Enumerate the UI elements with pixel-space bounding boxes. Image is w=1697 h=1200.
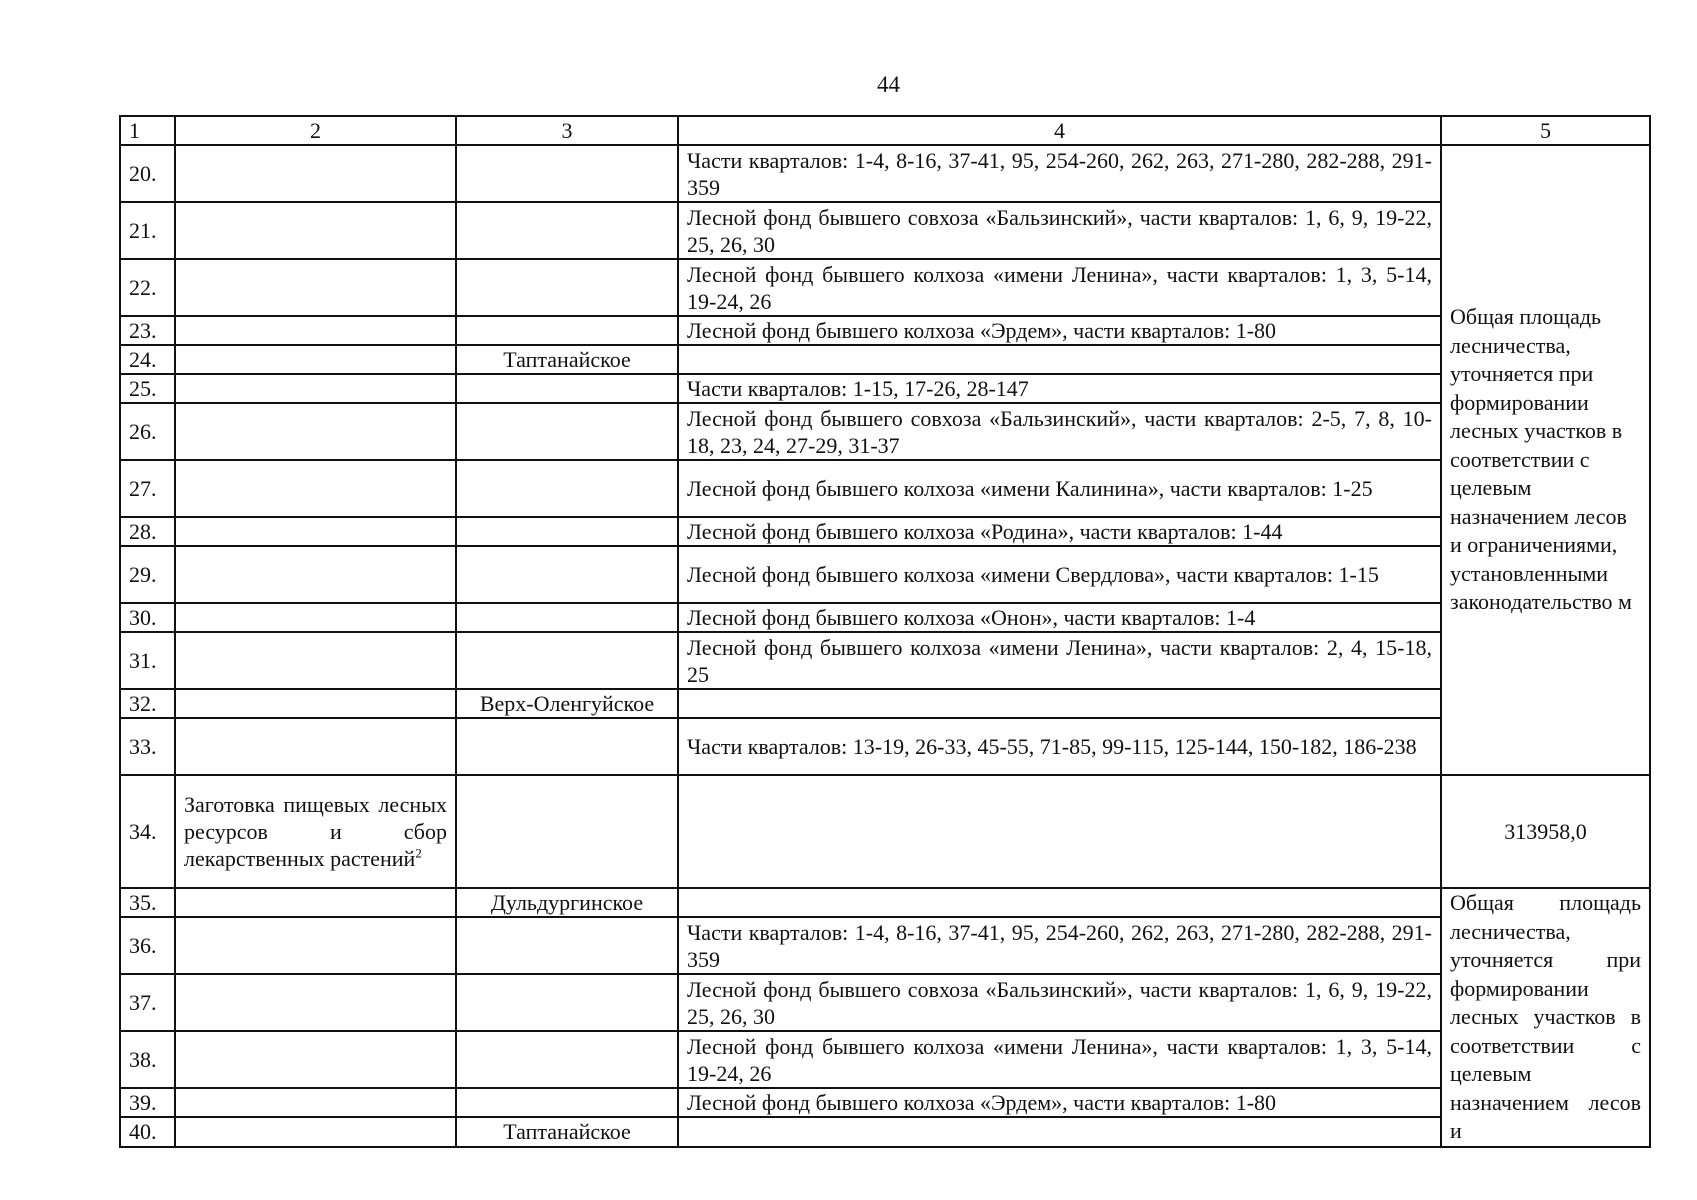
header-cell-1: 1 <box>120 116 175 145</box>
purpose-cell <box>175 202 456 259</box>
purpose-cell <box>175 316 456 345</box>
table-row <box>120 1088 1650 1117</box>
row-number: 36. <box>120 917 175 974</box>
table-row <box>120 374 1650 403</box>
table-row <box>120 917 1650 974</box>
purpose-cell <box>175 1117 456 1146</box>
purpose-cell <box>175 917 456 974</box>
purpose-cell <box>175 259 456 316</box>
quarters-cell: Лесной фонд бывшего колхоза «имени Ленина», части кварталов: 2, 4, 15-18, 25 <box>678 632 1441 689</box>
table-row <box>120 632 1650 689</box>
table-row <box>120 689 1650 718</box>
table-row <box>120 1031 1650 1088</box>
quarters-cell <box>678 775 1441 888</box>
quarters-cell <box>678 888 1441 917</box>
table-row <box>120 145 1650 202</box>
table-row <box>120 546 1650 603</box>
row-number: 39. <box>120 1088 175 1117</box>
forestry-cell <box>456 1088 678 1117</box>
forestry-cell <box>456 974 678 1031</box>
purpose-cell <box>175 460 456 517</box>
row-number: 27. <box>120 460 175 517</box>
forestry-cell <box>456 718 678 775</box>
row-number: 33. <box>120 718 175 775</box>
quarters-cell: Лесной фонд бывшего колхоза «Родина», части кварталов: 1-44 <box>678 517 1441 546</box>
forestry-cell <box>456 202 678 259</box>
row-number: 26. <box>120 403 175 460</box>
forestry-cell <box>456 316 678 345</box>
row-number: 25. <box>120 374 175 403</box>
header-cell-3: 3 <box>456 116 678 145</box>
table-row <box>120 517 1650 546</box>
quarters-cell: Части кварталов: 1-15, 17-26, 28-147 <box>678 374 1441 403</box>
row-number: 35. <box>120 888 175 917</box>
forestry-cell <box>456 603 678 632</box>
header-cell-5: 5 <box>1441 116 1650 145</box>
quarters-cell: Лесной фонд бывшего колхоза «имени Ленина», части кварталов: 1, 3, 5-14, 19-24, 26 <box>678 1031 1441 1088</box>
forestry-cell <box>456 917 678 974</box>
quarters-cell <box>678 1117 1441 1146</box>
quarters-cell <box>678 689 1441 718</box>
purpose-cell <box>175 145 456 202</box>
purpose-cell <box>175 374 456 403</box>
quarters-cell: Части кварталов: 13-19, 26-33, 45-55, 71-85, 99-115, 125-144, 150-182, 186-238 <box>678 718 1441 775</box>
row-number: 34. <box>120 775 175 888</box>
forestry-cell: Таптанайское <box>456 345 678 374</box>
row-number: 37. <box>120 974 175 1031</box>
table-row <box>120 1117 1650 1146</box>
purpose-cell <box>175 517 456 546</box>
purpose-text: Заготовка пищевых лесных ресурсов и сбор лекарственных растений <box>184 792 447 871</box>
forestry-cell: Дульдургинское <box>456 888 678 917</box>
footnote-mark: 2 <box>415 845 422 861</box>
quarters-cell: Части кварталов: 1-4, 8-16, 37-41, 95, 254-260, 262, 263, 271-280, 282-288, 291-359 <box>678 145 1441 202</box>
quarters-cell: Лесной фонд бывшего совхоза «Бальзинский», части кварталов: 1, 6, 9, 19-22, 25, 26, 30 <box>678 974 1441 1031</box>
quarters-cell: Лесной фонд бывшего колхоза «Эрдем», части кварталов: 1-80 <box>678 316 1441 345</box>
quarters-cell: Лесной фонд бывшего совхоза «Бальзинский», части кварталов: 2-5, 7, 8, 10-18, 23, 24, 27-29, 31-37 <box>678 403 1441 460</box>
page-number: 44 <box>877 72 900 97</box>
row-number: 21. <box>120 202 175 259</box>
purpose-cell <box>175 632 456 689</box>
forestry-cell <box>456 259 678 316</box>
forestry-cell <box>456 632 678 689</box>
row-number: 30. <box>120 603 175 632</box>
quarters-cell: Лесной фонд бывшего совхоза «Бальзинский», части кварталов: 1, 6, 9, 19-22, 25, 26, 30 <box>678 202 1441 259</box>
header-row <box>120 116 1650 145</box>
area-value-cell: 313958,0 <box>1441 775 1650 888</box>
forestry-cell <box>456 517 678 546</box>
table-row <box>120 718 1650 775</box>
purpose-cell <box>175 345 456 374</box>
forestry-cell <box>456 403 678 460</box>
row-number: 20. <box>120 145 175 202</box>
table-row <box>120 775 1650 888</box>
quarters-cell <box>678 345 1441 374</box>
quarters-cell: Лесной фонд бывшего колхоза «Онон», части кварталов: 1-4 <box>678 603 1441 632</box>
quarters-cell: Лесной фонд бывшего колхоза «имени Свердлова», части кварталов: 1-15 <box>678 546 1441 603</box>
purpose-cell <box>175 1031 456 1088</box>
row-number: 28. <box>120 517 175 546</box>
row-number: 23. <box>120 316 175 345</box>
forestry-cell <box>456 546 678 603</box>
header-cell-2: 2 <box>175 116 456 145</box>
purpose-cell <box>175 403 456 460</box>
purpose-cell <box>175 1088 456 1117</box>
header-cell-4: 4 <box>678 116 1441 145</box>
quarters-cell: Лесной фонд бывшего колхоза «имени Ленина», части кварталов: 1, 3, 5-14, 19-24, 26 <box>678 259 1441 316</box>
table-row <box>120 460 1650 517</box>
quarters-cell: Лесной фонд бывшего колхоза «Эрдем», части кварталов: 1-80 <box>678 1088 1441 1117</box>
quarters-cell: Лесной фонд бывшего колхоза «имени Калинина», части кварталов: 1-25 <box>678 460 1441 517</box>
forestry-cell: Таптанайское <box>456 1117 678 1146</box>
forestry-table <box>119 115 1651 1148</box>
forestry-cell <box>456 775 678 888</box>
row-number: 22. <box>120 259 175 316</box>
table-row <box>120 603 1650 632</box>
purpose-cell <box>175 775 456 888</box>
table-row <box>120 403 1650 460</box>
table-row <box>120 316 1650 345</box>
row-number: 32. <box>120 689 175 718</box>
forestry-cell: Верх-Оленгуйское <box>456 689 678 718</box>
forestry-cell <box>456 145 678 202</box>
table-row <box>120 974 1650 1031</box>
quarters-cell: Части кварталов: 1-4, 8-16, 37-41, 95, 254-260, 262, 263, 271-280, 282-288, 291-359 <box>678 917 1441 974</box>
forestry-cell <box>456 1031 678 1088</box>
row-number: 24. <box>120 345 175 374</box>
row-number: 38. <box>120 1031 175 1088</box>
row-number: 31. <box>120 632 175 689</box>
row-number: 29. <box>120 546 175 603</box>
area-note-cell: Общая площадь лесничества, уточняется при формировании лесных участков в соответствии с целевым назначением лесов и ограничениями, установленными законодательство м <box>1441 145 1650 775</box>
purpose-cell <box>175 546 456 603</box>
row-number: 40. <box>120 1117 175 1146</box>
purpose-cell <box>175 974 456 1031</box>
table-row <box>120 259 1650 316</box>
purpose-cell <box>175 888 456 917</box>
purpose-cell <box>175 603 456 632</box>
table-row <box>120 202 1650 259</box>
table-row <box>120 345 1650 374</box>
forestry-cell <box>456 374 678 403</box>
area-note-cell: Общая площадь лесничества, уточняется при формировании лесных участков в соответствии с целевым назначением лесов и <box>1441 888 1650 1147</box>
forestry-cell <box>456 460 678 517</box>
purpose-cell <box>175 718 456 775</box>
purpose-cell <box>175 689 456 718</box>
table-row <box>120 888 1650 917</box>
